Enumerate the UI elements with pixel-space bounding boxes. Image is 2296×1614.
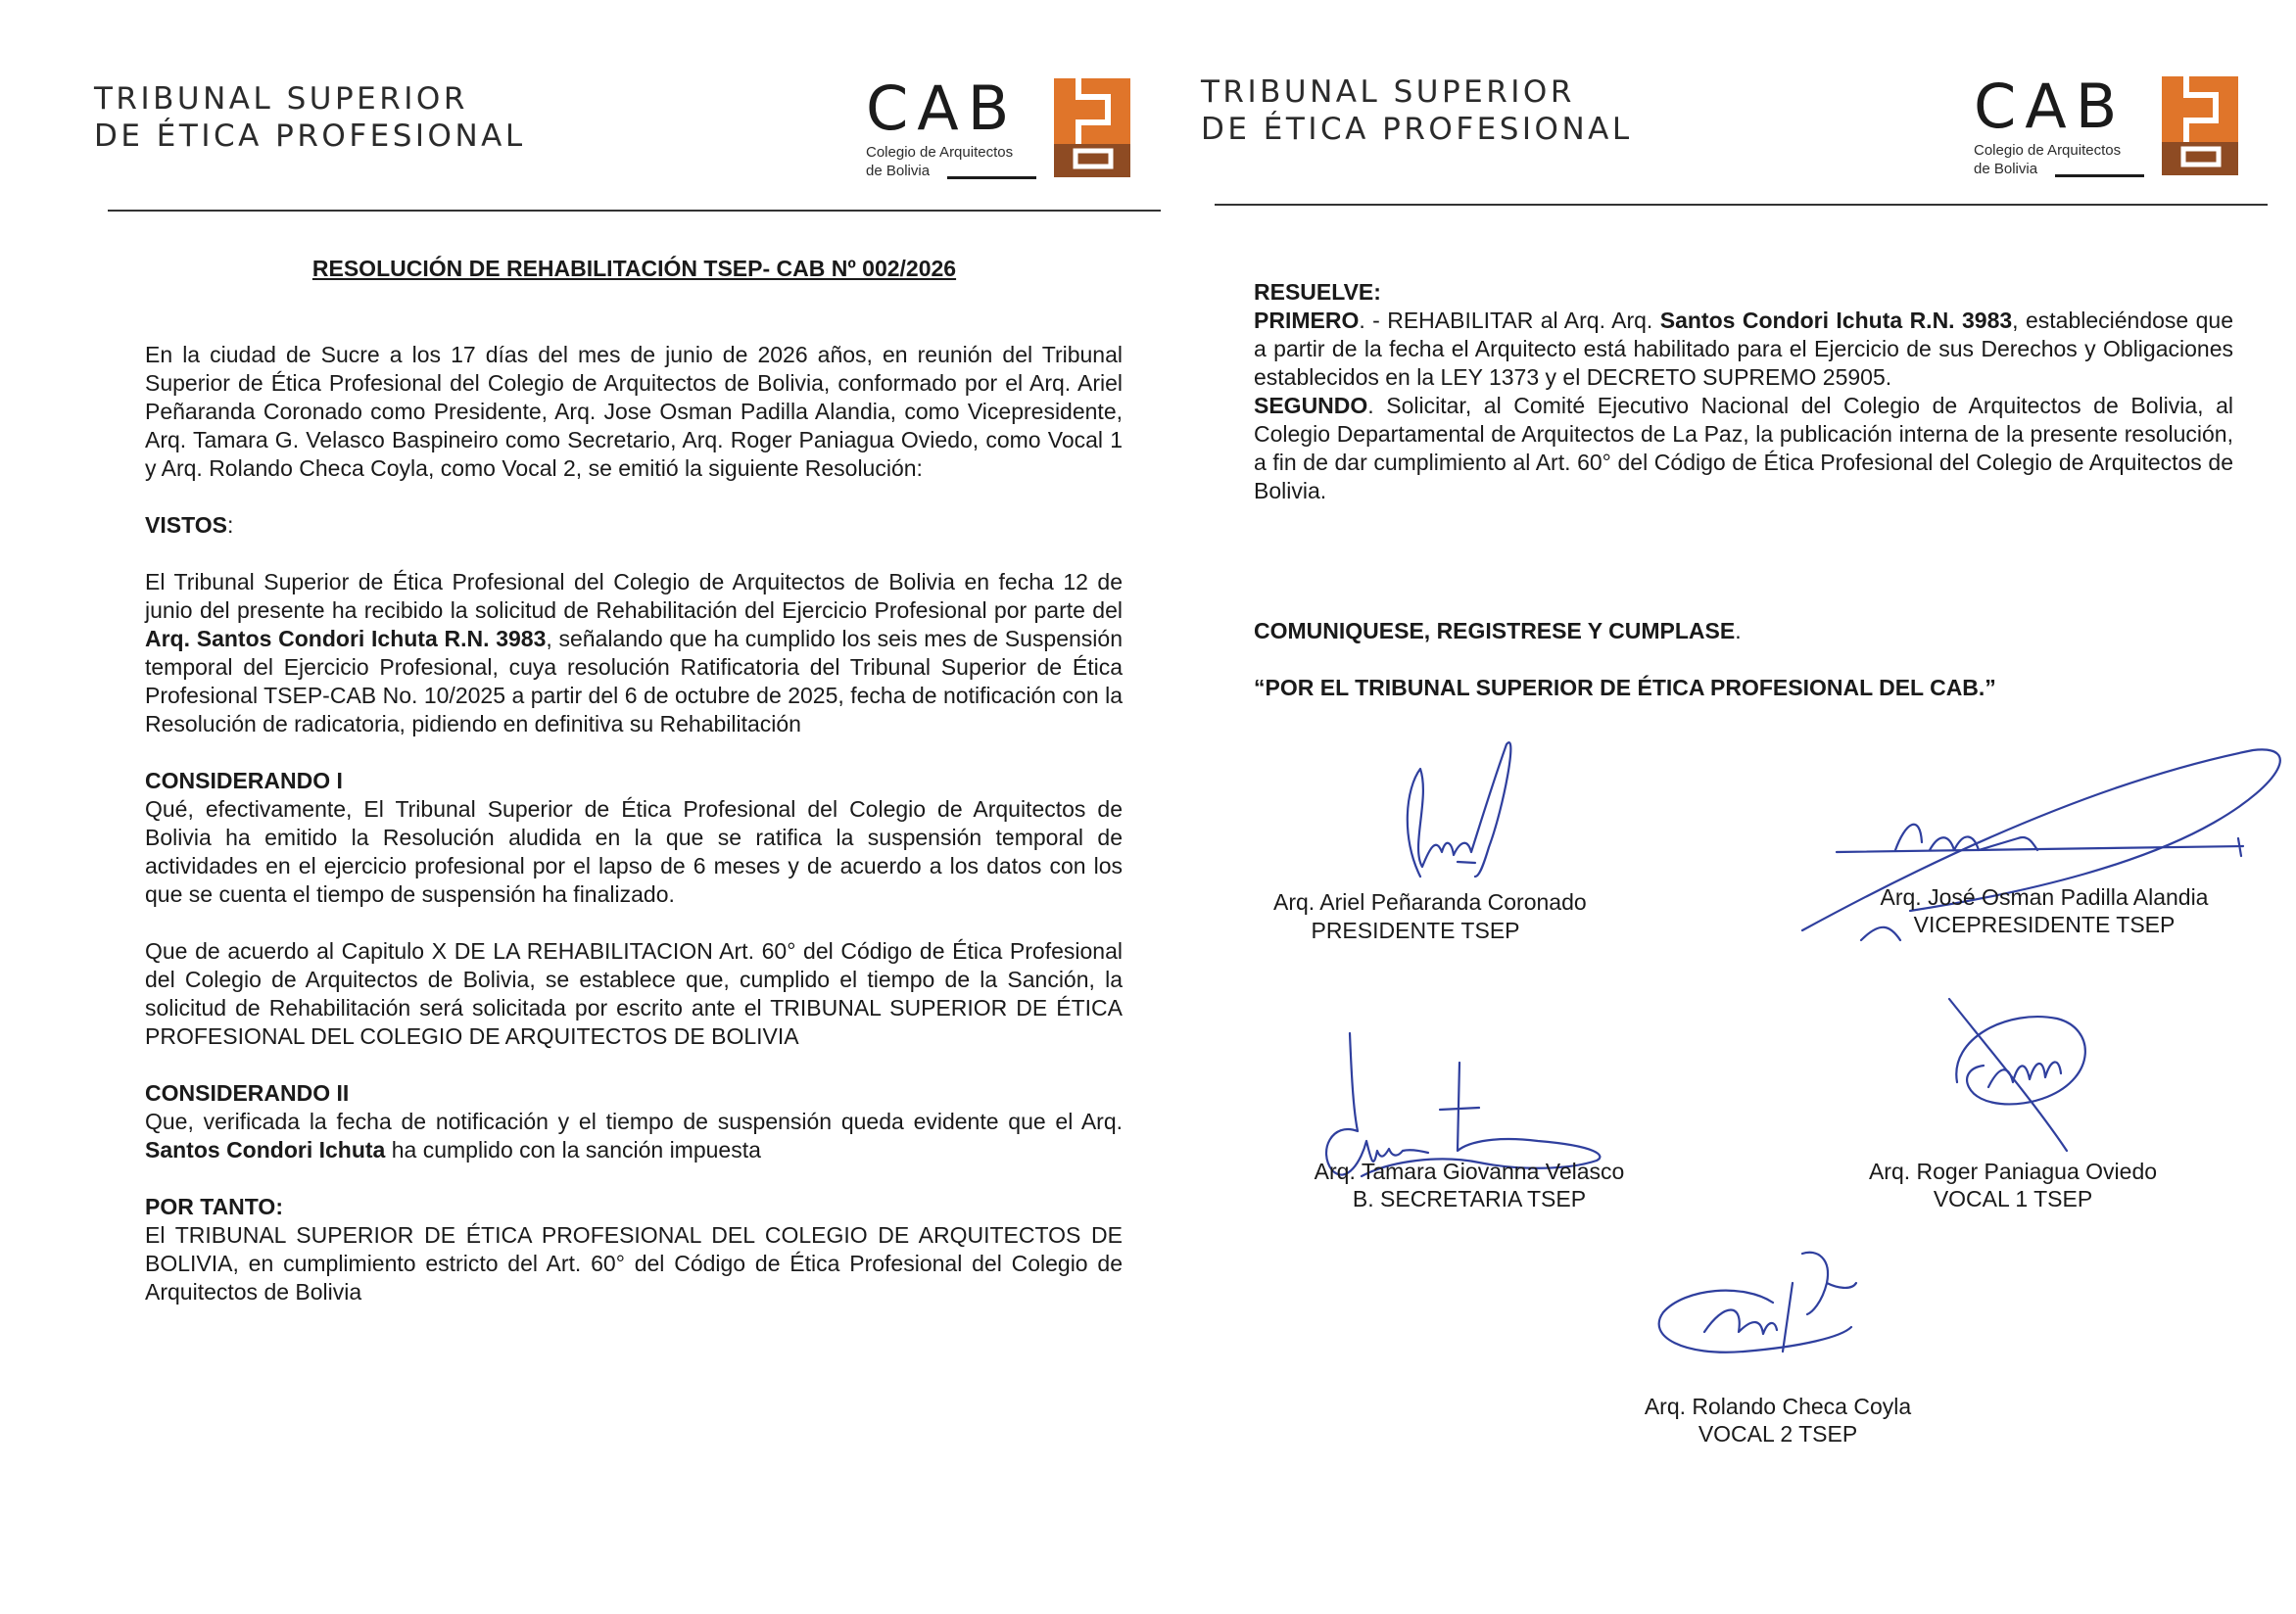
cab-logo-mark-icon [1054, 78, 1130, 177]
handwritten-signature-vocal1-icon [1930, 989, 2106, 1156]
primero-label: PRIMERO [1254, 308, 1360, 333]
signature-block-secretaria [1293, 1023, 1646, 1224]
cab-logo [866, 72, 1130, 181]
signature-block-presidente [1273, 730, 1587, 955]
vistos-paragraph [145, 568, 1123, 738]
intro-paragraph: En la ciudad de Sucre a los 17 días del mes de junio de 2026 años, en reunión del Tribunal Superior de Ética Profesional del Colegio de Arquitectos de Bolivia, conformado por el Arq. Ariel Peñaranda Coronado como Presidente, Arq. Jose Osman Padilla Alandia, como Vicepresidente, Arq. Tamara G. Velasco Baspineiro como Secretario, Arq. Roger Paniagua Oviedo, como Vocal 1 y Arq. Rolando Checa Coyla, como Vocal 2, se emitió la siguiente Resolución: [145, 342, 1123, 481]
signature-role: VOCAL 1 TSEP [1933, 1186, 2093, 1211]
cab-logo [1974, 71, 2238, 179]
closing-text: COMUNIQUESE, REGISTRESE Y CUMPLASE [1254, 618, 1736, 643]
cab-logo-subtitle-line2: de Bolivia [866, 163, 931, 179]
signature-role: VOCAL 2 TSEP [1698, 1421, 1858, 1447]
header-divider [108, 210, 1161, 212]
cab-logo-subtitle [866, 143, 1013, 180]
considerando1-paragraph1: Qué, efectivamente, El Tribunal Superior de Ética Profesional del Colegio de Arquitectos de Bolivia ha emitido la Resolución aludida en la que se ratifica la suspensión temporal de actividades en el ejercicio profesional por el lapso de 6 meses y de acuerdo a los datos con los que se cuenta el tiempo de suspensión ha finalizado. [145, 796, 1123, 907]
tribunal-title [1201, 73, 1633, 148]
signature-role: VICEPRESIDENTE TSEP [1913, 912, 2176, 937]
signature-block-vocal2 [1606, 1244, 1949, 1459]
resolution-title: RESOLUCIÓN DE REHABILITACIÓN TSEP- CAB Nº 002/2026 [311, 256, 957, 281]
tribunal-title-line2: DE ÉTICA PROFESIONAL [94, 119, 526, 154]
primero-text-part1: . - REHABILITAR al Arq. Arq. [1359, 308, 1660, 333]
handwritten-signature-vocal2-icon [1646, 1244, 1881, 1391]
vistos-text-part2: , señalando que ha cumplido los seis mes de Suspensión temporal del Ejercicio Profesional, cuya resolución Ratificatoria del Tribunal Superior de Ética Profesional TSEP-CAB No. 10/2025 a partir del 6 de octubre de 2025, fecha de notificación con la Resolución de radicatoria, pidiendo en definitiva su Rehabilitación [145, 626, 1123, 736]
signature-role: B. SECRETARIA TSEP [1352, 1186, 1587, 1211]
signature-role: PRESIDENTE TSEP [1311, 918, 1520, 943]
closing-period: . [1735, 618, 1742, 643]
vistos-heading [145, 511, 1123, 540]
resuelve-heading: RESUELVE: [1254, 279, 1381, 305]
cab-logo-subtitle-line2: de Bolivia [1974, 161, 2038, 177]
handwritten-signature-presidente-icon [1381, 730, 1528, 886]
segundo-paragraph [1254, 392, 2233, 505]
considerando2-paragraph [145, 1108, 1123, 1164]
considerando1-heading: CONSIDERANDO I [145, 768, 343, 793]
resolution-decision [1254, 278, 2233, 505]
vistos-applicant-name: Arq. Santos Condori Ichuta R.N. 3983 [145, 626, 547, 651]
tribunal-title-line1: TRIBUNAL SUPERIOR [94, 81, 468, 117]
cab-logo-subtitle [1974, 141, 2121, 178]
signature-block-vicepresidente [1793, 744, 2296, 960]
vistos-label: VISTOS [145, 512, 227, 538]
header-divider [1215, 204, 2268, 206]
vistos-colon: : [226, 512, 234, 538]
considerando1-paragraph2: Que de acuerdo al Capitulo X DE LA REHABILITACION Art. 60° del Código de Ética Profesional del Colegio de Arquitectos de Bolivia, se establece que, cumplido el tiempo de la Sanción, la solicitud de Rehabilitación será solicitada por escrito ante el TRIBUNAL SUPERIOR DE ÉTICA PROFESIONAL DEL COLEGIO DE ARQUITECTOS DE BOLIVIA [145, 938, 1123, 1049]
cab-logo-subtitle-line1: Colegio de Arquitectos [1974, 142, 2122, 159]
cab-logo-subtitle-line1: Colegio de Arquitectos [866, 144, 1014, 161]
primero-paragraph [1254, 307, 2233, 392]
considerando2-text-part2: ha cumplido con la sanción impuesta [385, 1137, 761, 1163]
signature-name: Arq. Ariel Peñaranda Coronado [1273, 889, 1587, 915]
considerando2-text-part1: Que, verificada la fecha de notificación y el tiempo de suspensión queda evidente que el Arq. [145, 1109, 1123, 1134]
tribunal-motto: “POR EL TRIBUNAL SUPERIOR DE ÉTICA PROFESIONAL DEL CAB.” [1254, 675, 1996, 700]
portanto-heading: POR TANTO: [145, 1194, 283, 1219]
signature-block-vocal1 [1822, 989, 2204, 1224]
signature-name: Arq. Roger Paniagua Oviedo [1868, 1159, 2158, 1184]
cab-logo-underline [2055, 174, 2144, 177]
signature-name: Arq. José Osman Padilla Alandia [1880, 884, 2209, 910]
segundo-text: . Solicitar, al Comité Ejecutivo Nacional del Colegio de Arquitectos de Bolivia, al Colegio Departamental de Arquitectos de La Paz, la publicación interna de la presente resolución, a fin de dar cumplimiento al Art. 60° del Código de Ética Profesional del Colegio de Arquitectos de Bolivia. [1254, 393, 2233, 503]
primero-text-part2: , estableciéndose que a partir de la fecha el Arquitecto está habilitado para el Ejercicio de sus Derechos y Obligaciones establecidos en la LEY 1373 y el DECRETO SUPREMO 25905. [1254, 308, 2233, 390]
signature-name: Arq. Rolando Checa Coyla [1644, 1394, 1912, 1419]
signature-name: Arq. Tamara Giovanna Velasco [1314, 1159, 1625, 1184]
resolution-body [145, 341, 1123, 1306]
portanto-paragraph: El TRIBUNAL SUPERIOR DE ÉTICA PROFESIONAL DEL COLEGIO DE ARQUITECTOS DE BOLIVIA, en cumplimiento estricto del Art. 60° del Código de Ética Profesional del Colegio de Arquitectos de Bolivia [145, 1222, 1123, 1305]
closing-statement [1254, 617, 1742, 645]
vistos-text-part1: El Tribunal Superior de Ética Profesional del Colegio de Arquitectos de Bolivia en fecha 12 de junio del presente ha recibido la solicitud de Rehabilitación del Ejercicio Profesional por parte del [145, 569, 1123, 623]
cab-logo-text: CAB [1974, 71, 2127, 142]
segundo-label: SEGUNDO [1254, 393, 1368, 418]
cab-logo-mark-icon [2162, 76, 2238, 175]
right-page [1175, 0, 2296, 1614]
cab-logo-underline [947, 176, 1036, 179]
tribunal-title-line2: DE ÉTICA PROFESIONAL [1201, 112, 1633, 147]
primero-applicant-name: Santos Condori Ichuta R.N. 3983 [1659, 308, 2013, 333]
considerando2-heading: CONSIDERANDO II [145, 1080, 350, 1106]
tribunal-title [94, 80, 526, 155]
tribunal-title-line1: TRIBUNAL SUPERIOR [1201, 74, 1575, 110]
considerando2-applicant-name: Santos Condori Ichuta [145, 1137, 386, 1163]
cab-logo-text: CAB [866, 72, 1019, 144]
